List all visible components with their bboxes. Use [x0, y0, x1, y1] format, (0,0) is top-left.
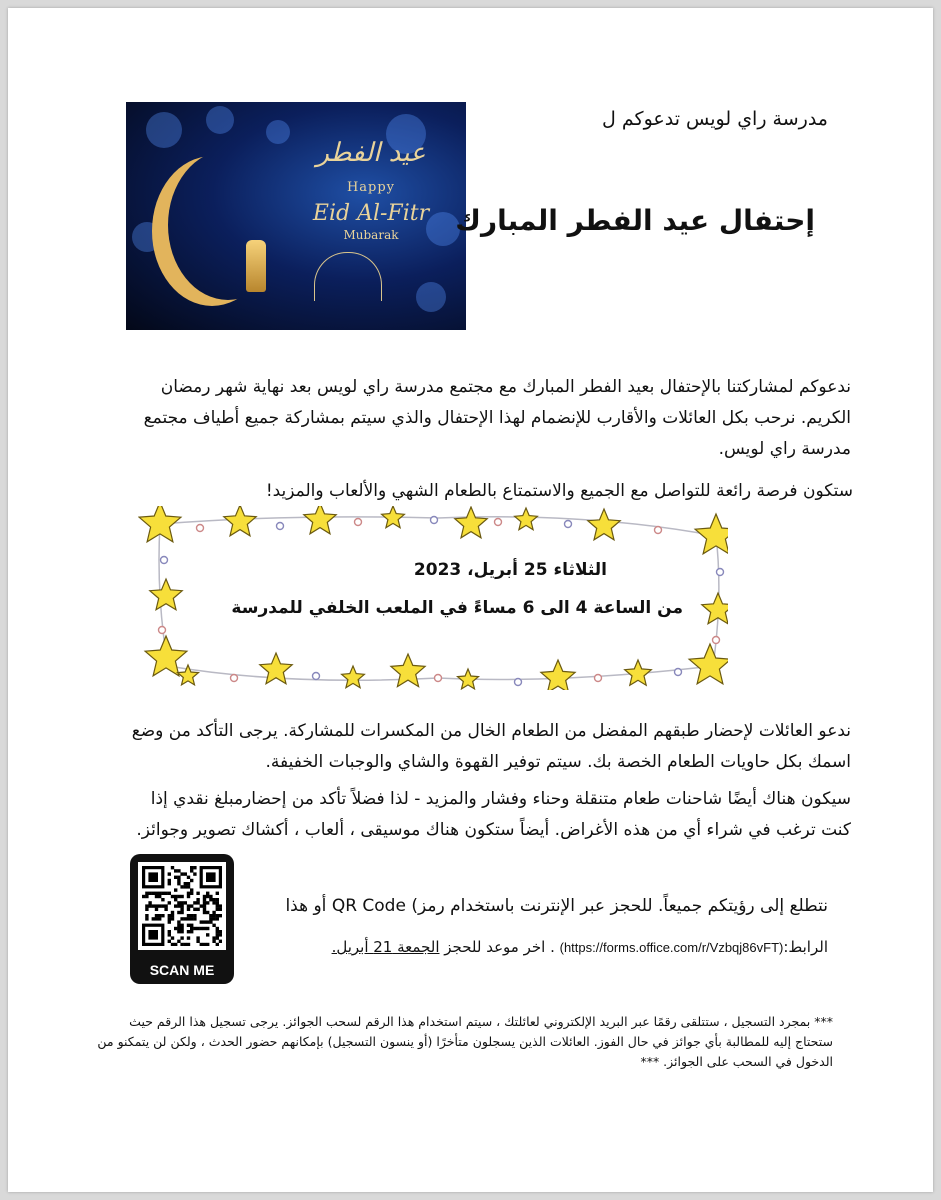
star-icon: [702, 593, 728, 624]
bead-icon: [655, 527, 662, 534]
bead-icon: [431, 517, 438, 524]
bead-icon: [495, 519, 502, 526]
event-title: إحتفال عيد الفطر المبارك: [455, 204, 815, 237]
bead-icon: [717, 569, 724, 576]
star-icon: [588, 509, 620, 540]
event-time-place: من الساعة 4 الى 6 مساءً في الملعب الخلفي للمدرسة: [231, 598, 683, 618]
link-prefix: الرابط:: [783, 938, 828, 956]
bring-food-paragraph: ندعو العائلات لإحضار طبقهم المفضل من الطعام الخال من المكسرات للمشاركة. يرجى التأكد من وضع اسمك بكل حاويات الطعام الخصة بك. سيتم توفير القهوة والشاي والوجبات الخفيفة.: [131, 721, 851, 772]
star-icon: [342, 666, 365, 688]
star-icon: [391, 654, 425, 687]
event-date: الثلاثاء 25 أبريل، 2023: [413, 560, 607, 580]
flyer-page: [8, 8, 933, 1192]
crescent-moon-icon: [168, 150, 288, 300]
intro-paragraph: ندعوكم لمشاركتنا بالإحتفال بعيد الفطر المبارك مع مجتمع مدرسة راي لويس بعد نهاية شهر رمضان الكريم. نرحب بكل العائلات والأقارب للإنضمام لهذا الإحتفال والذي سيتم بمشاركة جميع أطياف مجتمع مدرسة راي لويس.: [143, 377, 851, 459]
star-icon: [689, 644, 728, 684]
bead-icon: [713, 637, 720, 644]
bead-icon: [159, 627, 166, 634]
star-icon: [224, 506, 256, 536]
star-icon: [304, 506, 336, 534]
qr-code[interactable]: [130, 854, 234, 984]
bead-icon: [595, 675, 602, 682]
star-icon: [455, 507, 487, 538]
star-icon: [695, 514, 728, 554]
bead-icon: [515, 679, 522, 686]
school-invites-line: مدرسة راي لويس تدعوكم ل: [602, 108, 828, 130]
bead-icon: [231, 675, 238, 682]
star-icon: [382, 506, 405, 528]
banner-eid: Eid Al-Fitr: [312, 201, 430, 226]
bead-icon: [313, 673, 320, 680]
star-icon: [145, 636, 187, 676]
rsvp-link-line: [332, 938, 828, 956]
deadline-prefix: . اخر موعد للحجز: [439, 938, 560, 956]
star-icon: [625, 660, 652, 685]
bead-icon: [277, 523, 284, 530]
star-icon: [150, 579, 182, 610]
mosque-icon: [314, 252, 382, 301]
star-icon: [515, 508, 538, 530]
food-trucks-paragraph: سيكون هناك أيضًا شاحنات طعام متنقلة وحناء وفشار والمزيد - لذا فضلاً تأكد من إحضارمبلغ نقدي إذا كنت ترغب في شراء أي من هذه الأغراض. أيضاً ستكون هناك موسيقى ، ألعاب ، أكشاك تصوير وجوائز.: [136, 789, 851, 840]
lantern-icon: [246, 240, 266, 292]
qr-code-icon: [142, 866, 222, 946]
star-icon: [458, 669, 479, 689]
rsvp-line: نتطلع إلى رؤيتكم جميعاً. للحجز عبر الإنترنت باستخدام رمز) QR Code أو هذا: [285, 896, 828, 916]
bead-icon: [435, 675, 442, 682]
bead-icon: [355, 519, 362, 526]
eid-banner-image: [126, 102, 466, 330]
bead-icon: [565, 521, 572, 528]
registration-link[interactable]: (https://forms.office.com/r/Vzbqj86vFT): [559, 940, 784, 955]
fun-line: ستكون فرصة رائعة للتواصل مع الجميع والاستمتاع بالطعام الشهي والألعاب والمزيد!: [265, 481, 853, 501]
footnote: *** بمجرد التسجيل ، ستتلقى رقمًا عبر البريد الإلكتروني لعائلتك ، سيتم استخدام هذا الرقم لسحب الجوائز. يرجى تسجيل هذا الرقم حيث ستحتاج إليه للمطالبة بأي جوائز في حال الفوز. العائلات الذين يسجلون متأخرًا (أو ينسون التسجيل) بإمكانهم حضور الحدث ، ولكن لن يتمكنو من الدخول في السحب على الجوائز. ***: [97, 1014, 833, 1069]
bead-icon: [675, 669, 682, 676]
banner-mubarak: Mubarak: [343, 228, 399, 242]
bead-icon: [161, 557, 168, 564]
star-icon: [541, 660, 575, 690]
banner-happy: Happy: [346, 180, 396, 195]
deadline-date: الجمعة 21 أبريل.: [331, 938, 440, 956]
scan-me-label: SCAN ME: [149, 962, 215, 978]
bead-icon: [197, 525, 204, 532]
banner-arabic-script: عيد الفطر: [316, 138, 426, 168]
